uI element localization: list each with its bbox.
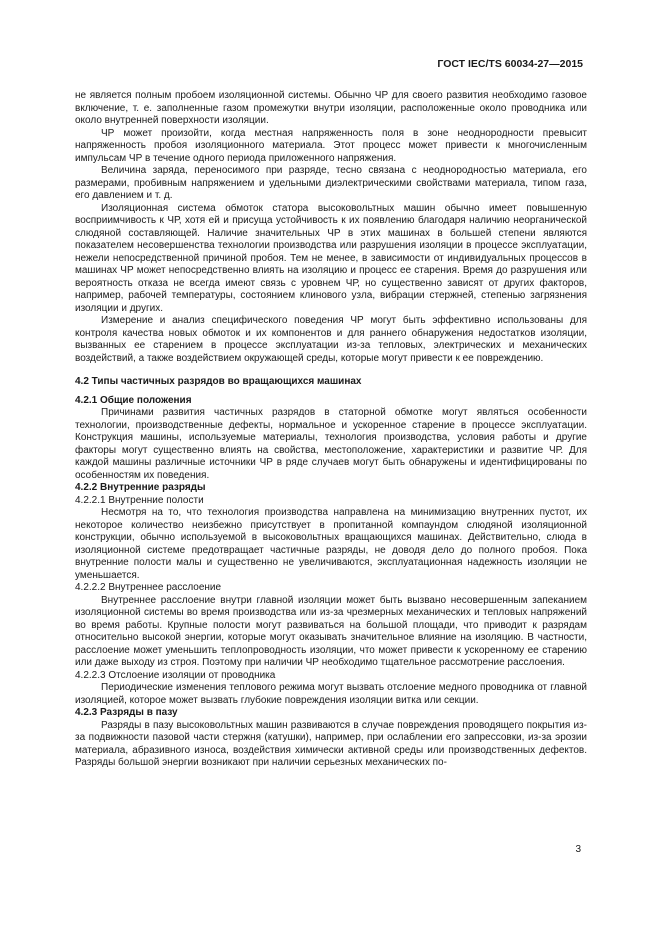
subsection-heading-4-2-2-3: 4.2.2.3 Отслоение изоляции от проводника (75, 669, 276, 681)
paragraph: Величина заряда, переносимого при разряде, тесно связана с неоднородностью материала, его размерами, пробивным напряжением и удельными диэлектрическими свойствами материала, типом газа, его давлением и т. д. (75, 165, 587, 201)
document-body (75, 90, 587, 770)
paragraph: Периодические изменения теплового режима могут вызвать отслоение медного проводника от главной изоляцией, которое может вызвать глубокие повреждения изоляции витка или секции. (75, 682, 587, 706)
section-heading-4-2: 4.2 Типы частичных разрядов во вращающихся машинах (75, 376, 362, 387)
section-heading-4-2-3: 4.2.3 Разряды в пазу (75, 707, 178, 718)
paragraph: Причинами развития частичных разрядов в статорной обмотке могут являться особенности технологии, производственные дефекты, нормальное и ускоренное старение в процессе эксплуатации. Конструкция машины, используемые материалы, технология производства, условия работы и другие факторы могут существенно влиять на свойства, местоположение, характеристики и развитие ЧР. Для каждой машины различные источники ЧР в ряде случаев могут быть обнаружены и идентифицированы по особенностям их поведения. (75, 407, 587, 481)
section-heading-4-2-2: 4.2.2 Внутренние разряды (75, 482, 206, 493)
section-heading-4-2-1: 4.2.1 Общие положения (75, 394, 192, 406)
paragraph: Несмотря на то, что технология производства направлена на минимизацию внутренних пустот, их некоторое количество неизбежно присутствует в пропитанной компаундом слюдяной изоляционной конструкции, обычно используемой в высоковольтных вращающихся машинах. Действительно, слюда в изоляционной системе предотвращает частичные разряды, не доводя дело до полного пробоя. Пока внутренние полости малы и существенно не увеличиваются, эксплуатационная надежность изоляции не уменьшается. (75, 507, 587, 581)
paragraph: ЧР может произойти, когда местная напряженность поля в зоне неоднородности превысит напряженность пробоя изоляционного материала. Этот процесс может привести к многочисленным импульсам ЧР в течение одного периода приложенного напряжения. (75, 127, 587, 164)
paragraph: Внутреннее расслоение внутри главной изоляции может быть вызвано несовершенным запеканием изоляционной системы во время производства или из-за чрезмерных механических и тепловых напряжений во время работы. Крупные полости могут развиваться на большой площади, что приводит к разрядам относительно высокой энергии, которые могут оказывать значительное влияние на изоляцию. В частности, расслоение может уменьшить теплопроводность изоляции, что может привести к ускоренному ее старению или даже выходу из строя. Поэтому при наличии ЧР необходимо тщательное рассмотрение расслоения. (75, 594, 587, 668)
paragraph: Изоляционная система обмоток статора высоковольтных машин обычно имеет повышенную восприимчивость к ЧР, хотя ей и присуща устойчивость к их появлению благодаря наличию неорганической слюдяной составляющей. Наличие значительных ЧР в этих машинах в большей степени являются показателем несовершенства технологии производства или разрушения изоляции в процессе эксплуатации, нежели непосредственной причиной пробоя. Тем не менее, в зависимости от индивидуальных процессов в машинах ЧР может непосредственно влиять на изоляцию и процесс ее старения. Время до разрушения или вероятность отказа не всегда имеют связь с уровнем ЧР, но существенно зависят от других факторов, например, рабочей температуры, состоянием клинового узла, вибрации стержней, степенью загрязнения изоляции и других. (75, 202, 587, 314)
subsection-heading-4-2-2-1: 4.2.2.1 Внутренние полости (75, 494, 204, 506)
subsection-heading-4-2-2-2: 4.2.2.2 Внутреннее расслоение (75, 582, 222, 593)
paragraph: Разряды в пазу высоковольтных машин развиваются в случае повреждения проводящего покрытия из-за подвижности пазовой части стержня (катушки), например, при ослаблении его запрессовки, из-за эрозии материала, абразивного износа, воздействия химически активной среды или производственных дефектов. Разряды большой энергии возникают при наличии серьезных механических по- (75, 719, 587, 768)
page-number: 3 (575, 844, 581, 855)
paragraph-continuation: не является полным пробоем изоляционной системы. Обычно ЧР для своего развития необходимо газовое включение, т. е. заполненные газом промежутки внутри изоляции, расположенные около проводника или около внутренней поверхности изоляции. (75, 90, 587, 126)
paragraph: Измерение и анализ специфического поведения ЧР могут быть эффективно использованы для контроля качества новых обмоток и их компонентов и для раннего обнаружения недостатков изоляции, вызванных ее старением в процессе эксплуатации из-за тепловых, электрических и механических воздействий, а также воздействием окружающей среды, которые могут привести к ее повреждению. (75, 315, 587, 364)
document-header: ГОСТ IEC/TS 60034-27—2015 (437, 58, 583, 70)
